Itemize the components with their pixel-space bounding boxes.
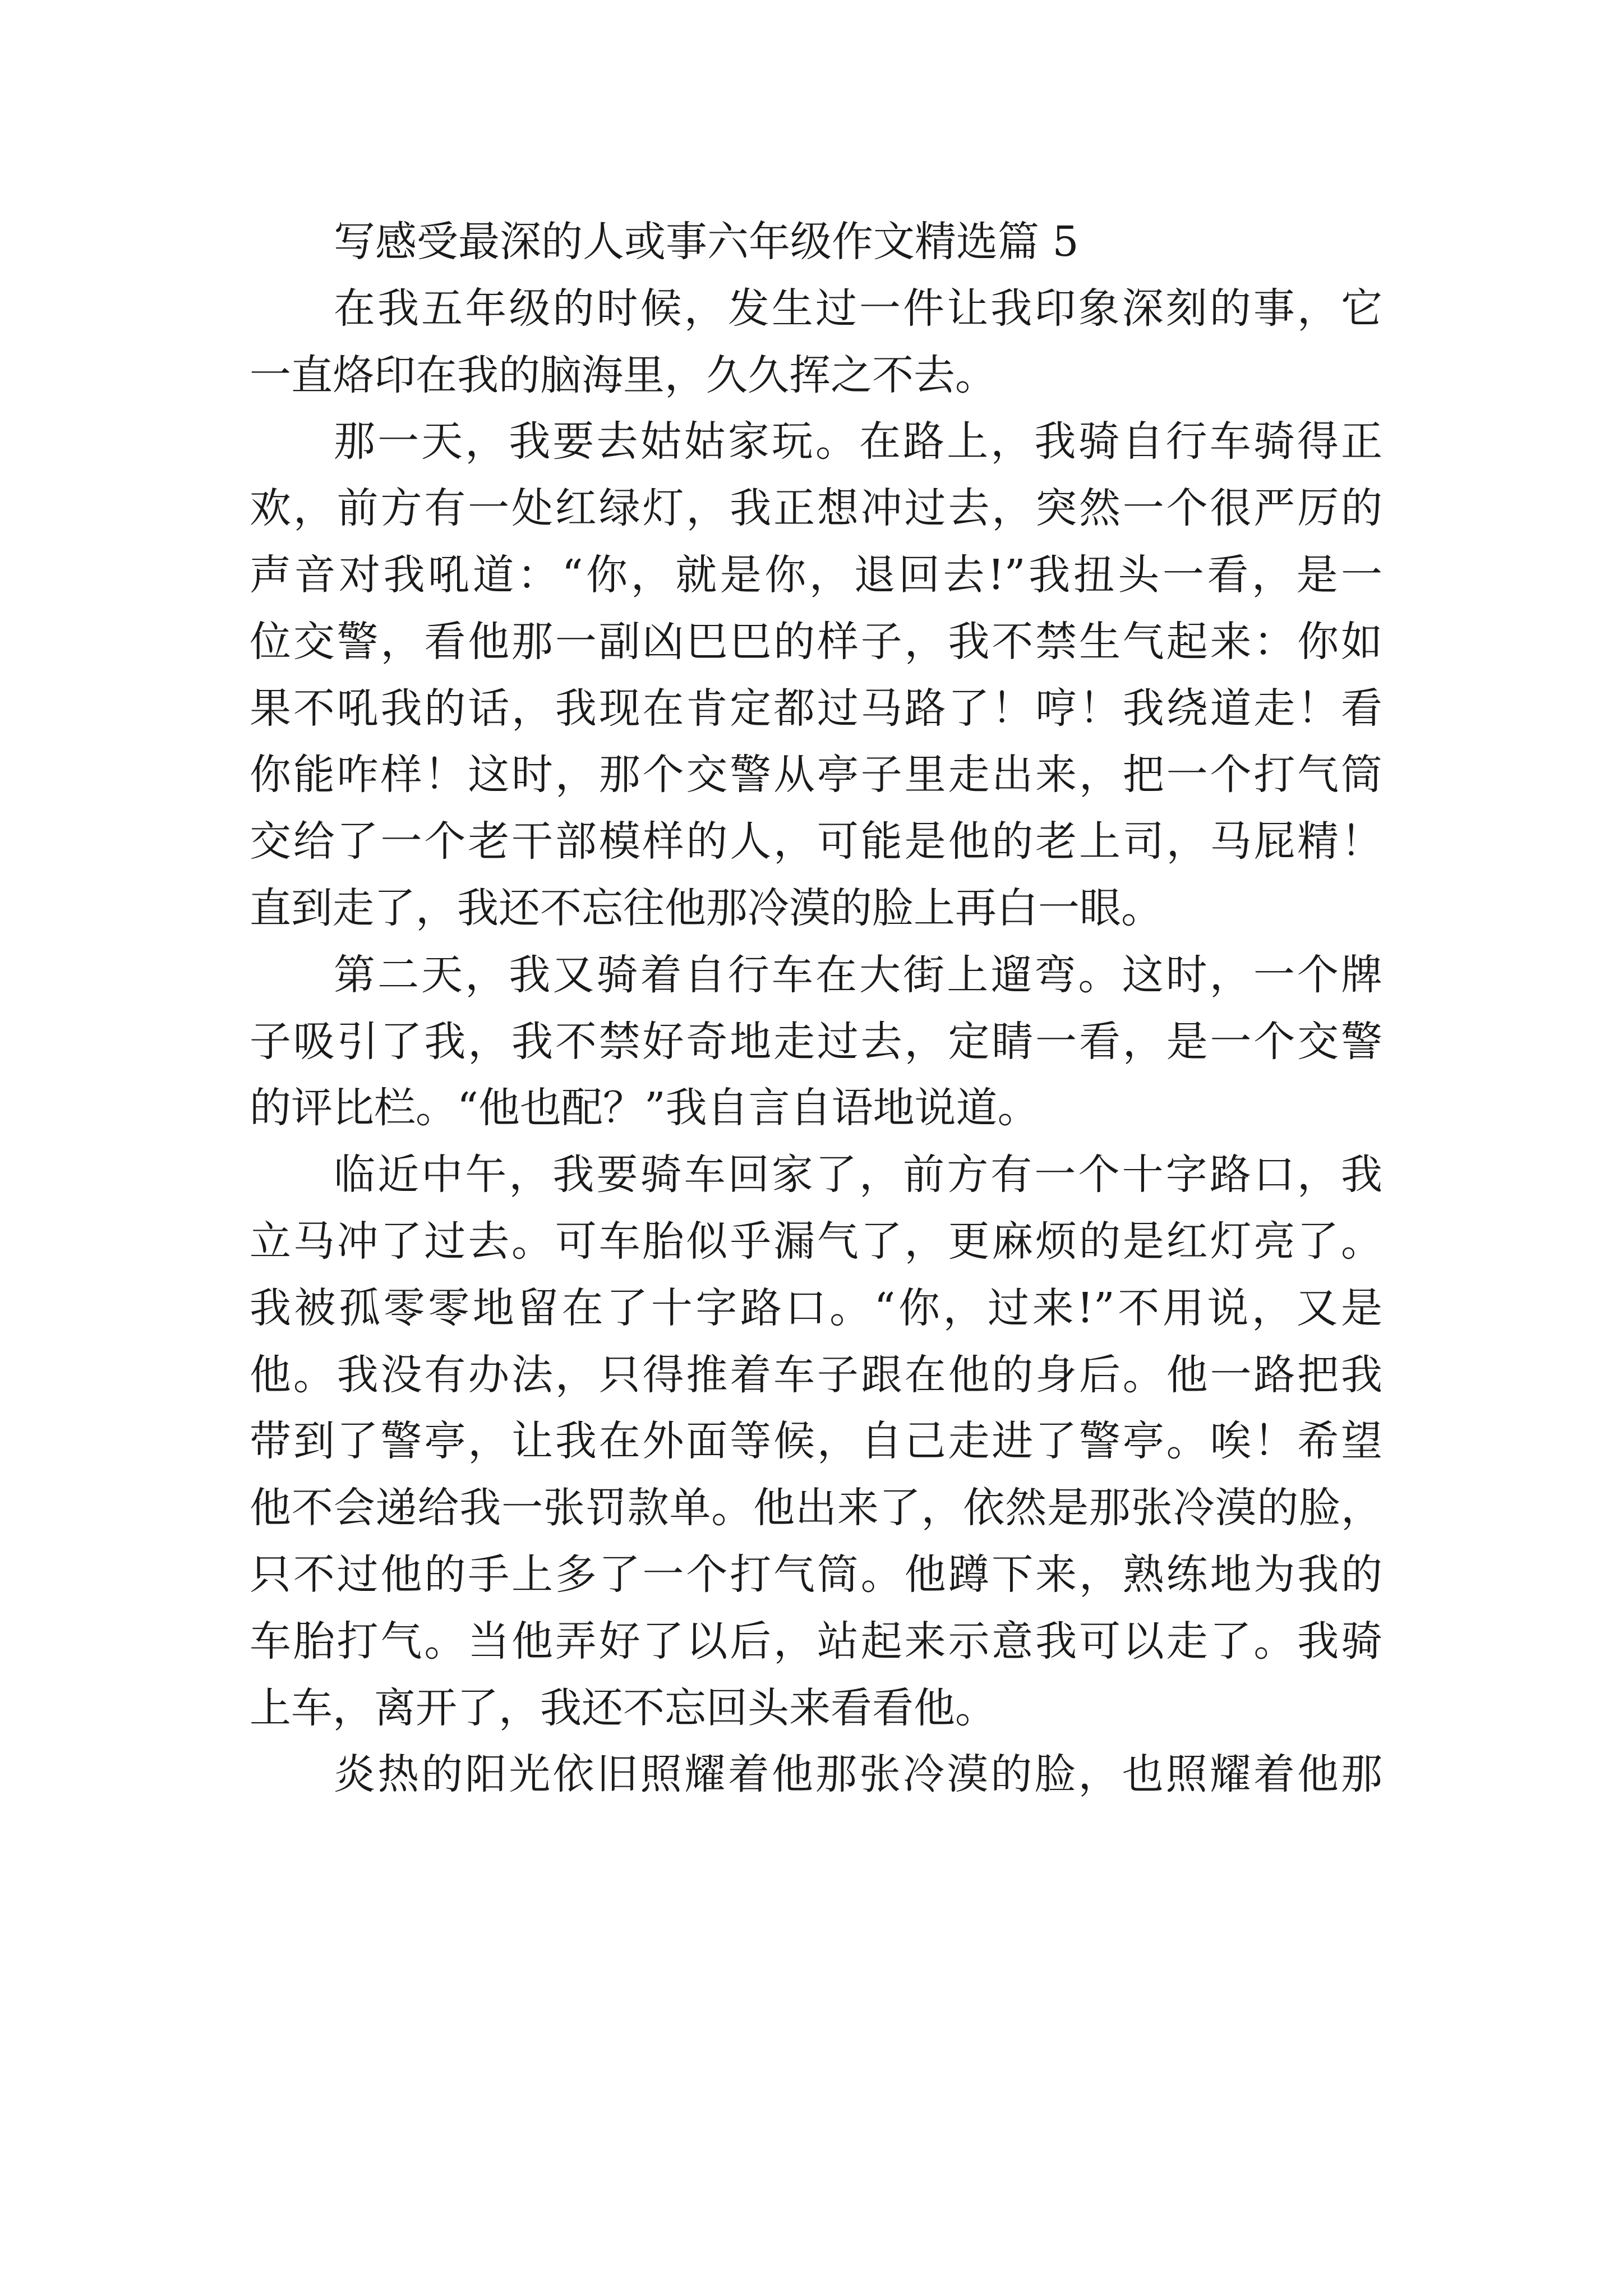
paragraph-3-line-1: 第二天，我又骑着自行车在大街上遛弯。这时，一个牌 [334, 950, 1382, 999]
paragraph-1-line-1: 在我五年级的时候，发生过一件让我印象深刻的事，它 [334, 284, 1382, 333]
paragraph-2-line-7: 交给了一个老干部模样的人，可能是他的老上司，马屁精！ [250, 817, 1382, 866]
essay-title: 写感受最深的人或事六年级作文精选篇 5 [334, 218, 1079, 266]
document-body [250, 209, 1382, 1808]
paragraph-2-line-5: 果不吼我的话，我现在肯定都过马路了！哼！我绕道走！看 [250, 684, 1382, 733]
paragraph-4-line-1: 临近中午，我要骑车回家了，前方有一个十字路口，我 [334, 1151, 1382, 1199]
paragraph-2-line-3: 声音对我吼道：“你，就是你，退回去!”我扭头一看，是一 [250, 550, 1382, 599]
paragraph-4-line-5: 带到了警亭，让我在外面等候，自己走进了警亭。唉！希望 [250, 1417, 1382, 1466]
paragraph-2-line-4: 位交警，看他那一副凶巴巴的样子，我不禁生气起来：你如 [250, 617, 1382, 666]
paragraph-4-line-9: 上车，离开了，我还不忘回头来看看他。 [250, 1683, 997, 1732]
paragraph-2-line-2: 欢，前方有一处红绿灯，我正想冲过去，突然一个很严厉的 [250, 484, 1382, 533]
paragraph-4-line-4: 他。我没有办法，只得推着车子跟在他的身后。他一路把我 [250, 1350, 1382, 1399]
paragraph-4-line-3: 我被孤零零地留在了十字路口。“你，过来!”不用说，又是 [250, 1283, 1382, 1332]
paragraph-2-line-6: 你能咋样！这时，那个交警从亭子里走出来，把一个打气筒 [250, 751, 1382, 799]
paragraph-4-line-2: 立马冲了过去。可车胎似乎漏气了，更麻烦的是红灯亮了。 [250, 1217, 1382, 1266]
paragraph-5-line-1: 炎热的阳光依旧照耀着他那张冷漠的脸，也照耀着他那 [334, 1750, 1382, 1799]
paragraph-3-line-3: 的评比栏。“他也配？”我自言自语地说道。 [250, 1084, 1039, 1133]
paragraph-4-line-8: 车胎打气。当他弄好了以后，站起来示意我可以走了。我骑 [250, 1617, 1382, 1665]
paragraph-3-line-2: 子吸引了我，我不禁好奇地走过去，定睛一看，是一个交警 [250, 1017, 1382, 1066]
paragraph-4-line-7: 只不过他的手上多了一个打气筒。他蹲下来，熟练地为我的 [250, 1550, 1382, 1599]
paragraph-4-line-6: 他不会递给我一张罚款单。他出来了，依然是那张冷漠的脸， [250, 1484, 1382, 1533]
paragraph-2-line-1: 那一天，我要去姑姑家玩。在路上，我骑自行车骑得正 [334, 417, 1382, 466]
paragraph-1-line-2: 一直烙印在我的脑海里，久久挥之不去。 [250, 351, 997, 399]
paragraph-2-line-8: 直到走了，我还不忘往他那冷漠的脸上再白一眼。 [250, 884, 1163, 932]
